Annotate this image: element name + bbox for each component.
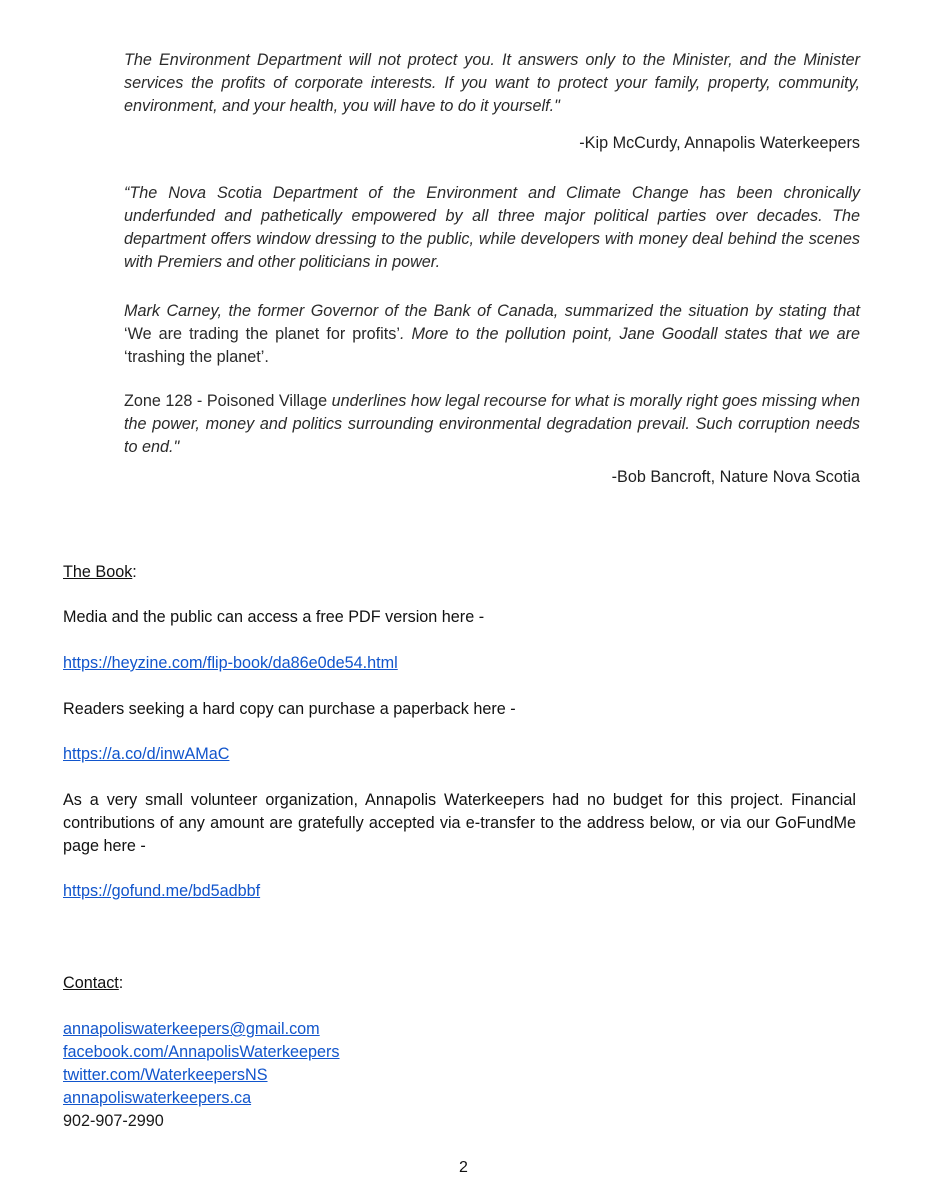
kip-attribution: -Kip McCurdy, Annapolis Waterkeepers — [579, 134, 860, 152]
kip-quote — [124, 49, 860, 118]
pdf-description: Media and the public can access a free PDF version here - — [63, 608, 485, 626]
bob-quote-text-3b: underlines how legal recourse for what is morally right goes missing when the power, money and politics surrounding environmental degradation prevail. Such corruption needs to end." — [124, 392, 860, 456]
bob-quote-carney-quote: ‘We are trading the planet for profits’ — [124, 325, 400, 343]
contact-twitter-link[interactable]: twitter.com/WaterkeepersNS — [63, 1066, 268, 1084]
donate-description: As a very small volunteer organization, Annapolis Waterkeepers had no budget for this project. Financial contributions of any amount are gratefully accepted via e-transfer to the address below, or via our GoFundMe page here - — [63, 791, 856, 855]
page-number: 2 — [459, 1159, 468, 1176]
bob-quote-paragraph-1 — [124, 182, 860, 274]
contact-phone: 902-907-2990 — [63, 1112, 164, 1130]
contact-facebook-link[interactable]: facebook.com/AnnapolisWaterkeepers — [63, 1043, 340, 1061]
bob-quote-goodall-quote: ‘trashing the planet’ — [124, 348, 265, 366]
bob-quote-text-1: “The Nova Scotia Department of the Environment and Climate Change has been chronically underfunded and pathetically empowered by all three major political parties over decades. The department offers window dressing to the public, while developers with money deal behind the scenes with Premiers and other politicians in power. — [124, 184, 860, 271]
contact-list — [63, 1018, 340, 1133]
bob-quote-text-2e: . — [264, 348, 269, 366]
contact-email-link[interactable]: annapoliswaterkeepers@gmail.com — [63, 1020, 320, 1038]
paperback-link[interactable]: https://a.co/d/inwAMaC — [63, 745, 230, 763]
bob-quote-text-2a: Mark Carney, the former Governor of the Bank of Canada, summarized the situation by stating that — [124, 302, 860, 320]
book-heading — [63, 561, 856, 584]
contact-heading-label: Contact — [63, 974, 119, 992]
contact-heading-colon: : — [118, 974, 124, 992]
bob-quote-paragraph-3 — [124, 390, 860, 459]
paperback-description: Readers seeking a hard copy can purchase a paperback here - — [63, 700, 516, 718]
bob-quote-book-title: Zone 128 - Poisoned Village — [124, 392, 332, 410]
bob-attribution: -Bob Bancroft, Nature Nova Scotia — [611, 468, 860, 486]
book-heading-label: The Book — [63, 563, 133, 581]
book-heading-colon: : — [132, 563, 137, 581]
bob-quote-paragraph-2 — [124, 300, 860, 369]
bob-quote-text-2c: . More to the pollution point, Jane Goodall states that we are — [399, 325, 860, 343]
gofundme-link[interactable]: https://gofund.me/bd5adbbf — [63, 882, 261, 900]
contact-heading — [63, 972, 856, 995]
pdf-link[interactable]: https://heyzine.com/flip-book/da86e0de54.html — [63, 654, 398, 672]
contact-website-link[interactable]: annapoliswaterkeepers.ca — [63, 1089, 252, 1107]
kip-quote-text: The Environment Department will not protect you. It answers only to the Minister, and the Minister services the profits of corporate interests. If you want to protect your family, property, community, environment, and your health, you will have to do it yourself." — [124, 51, 860, 115]
